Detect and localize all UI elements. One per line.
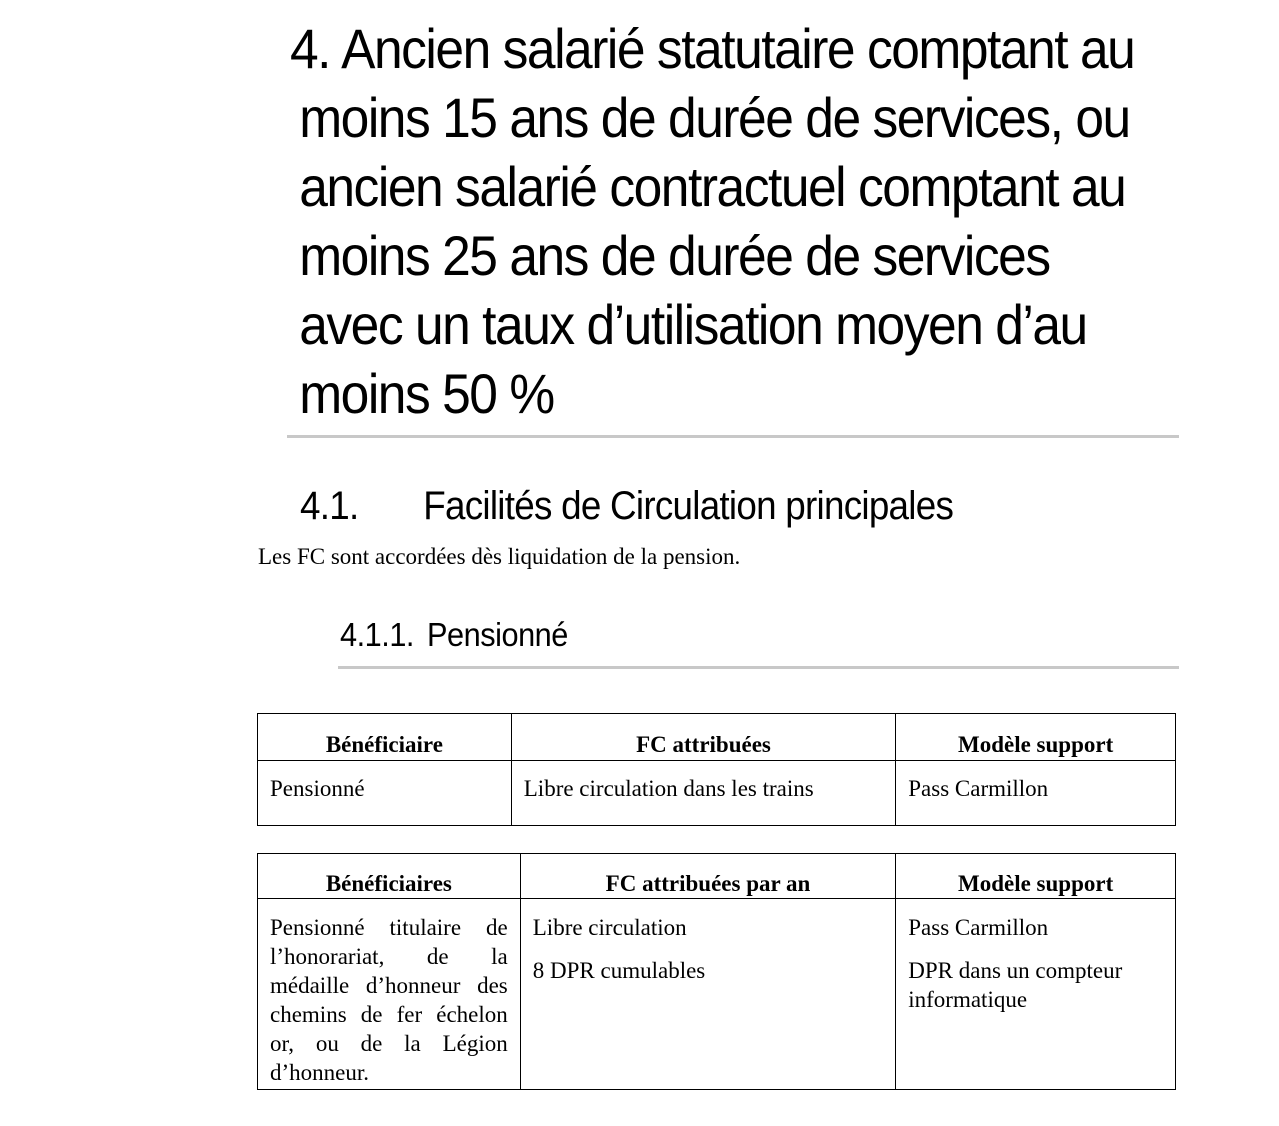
- fc-table-pensionne: [257, 713, 1176, 826]
- table-cell: Libre circulation dans les trains: [511, 761, 896, 826]
- heading-number: 4.: [290, 17, 331, 80]
- cell-text-line: Légion d’honneur.: [270, 1031, 508, 1085]
- cell-text-line: échelon or, ou de la: [270, 1002, 508, 1056]
- section-heading-4-1: [300, 482, 953, 530]
- table-cell-support: [896, 899, 1176, 1090]
- cell-paragraph: Pass Carmillon: [908, 915, 1049, 940]
- cell-text-line: Pensionné titulaire de: [270, 915, 508, 940]
- table-cell-fc: [520, 899, 896, 1090]
- table-header-row: [258, 714, 1176, 761]
- section-heading-4-1-1: [340, 614, 568, 656]
- column-header: Modèle support: [896, 854, 1176, 899]
- heading-text: Facilités de Circulation principales: [423, 484, 954, 528]
- heading-divider: [338, 666, 1179, 669]
- heading-line: [290, 14, 1135, 83]
- cell-text-line: des chemins de fer: [270, 973, 508, 1027]
- cell-paragraph: Libre circulation: [532, 915, 687, 940]
- section-heading-4: [290, 14, 1135, 428]
- heading-line: moins 15 ans de durée de services, ou: [299, 86, 1130, 149]
- heading-line: moins 50 %: [299, 362, 554, 425]
- cell-text-line: médaille d’honneur: [270, 973, 461, 998]
- cell-text-line: l’honorariat, de la: [270, 944, 508, 969]
- cell-paragraph: 8 DPR cumulables: [532, 958, 706, 983]
- column-header: FC attribuées par an: [520, 854, 896, 899]
- heading-line: moins 25 ans de durée de services: [299, 224, 1050, 287]
- table-cell: Pensionné: [258, 761, 512, 826]
- column-header: Modèle support: [896, 714, 1176, 761]
- cell-paragraph: DPR dans un compteur informatique: [908, 958, 1123, 1012]
- table-header-row: [258, 854, 1176, 899]
- column-header: FC attribuées: [511, 714, 896, 761]
- table-cell-beneficiary: [258, 899, 521, 1090]
- heading-divider: [287, 435, 1179, 438]
- heading-text: Ancien salarié statutaire comptant au: [341, 17, 1135, 80]
- heading-number: 4.1.: [300, 484, 359, 528]
- heading-line: ancien salarié contractuel comptant au: [299, 155, 1126, 218]
- table-row: [258, 761, 1176, 826]
- column-header: Bénéficiaire: [258, 714, 512, 761]
- heading-number: 4.1.1.: [340, 616, 415, 653]
- column-header: Bénéficiaires: [258, 854, 521, 899]
- heading-text: Pensionné: [427, 616, 568, 653]
- fc-table-honorariat: [257, 853, 1176, 1090]
- body-paragraph: Les FC sont accordées dès liquidation de la pension.: [258, 544, 741, 569]
- table-cell: Pass Carmillon: [896, 761, 1176, 826]
- heading-line: avec un taux d’utilisation moyen d’au: [299, 293, 1087, 356]
- table-row: [258, 899, 1176, 1090]
